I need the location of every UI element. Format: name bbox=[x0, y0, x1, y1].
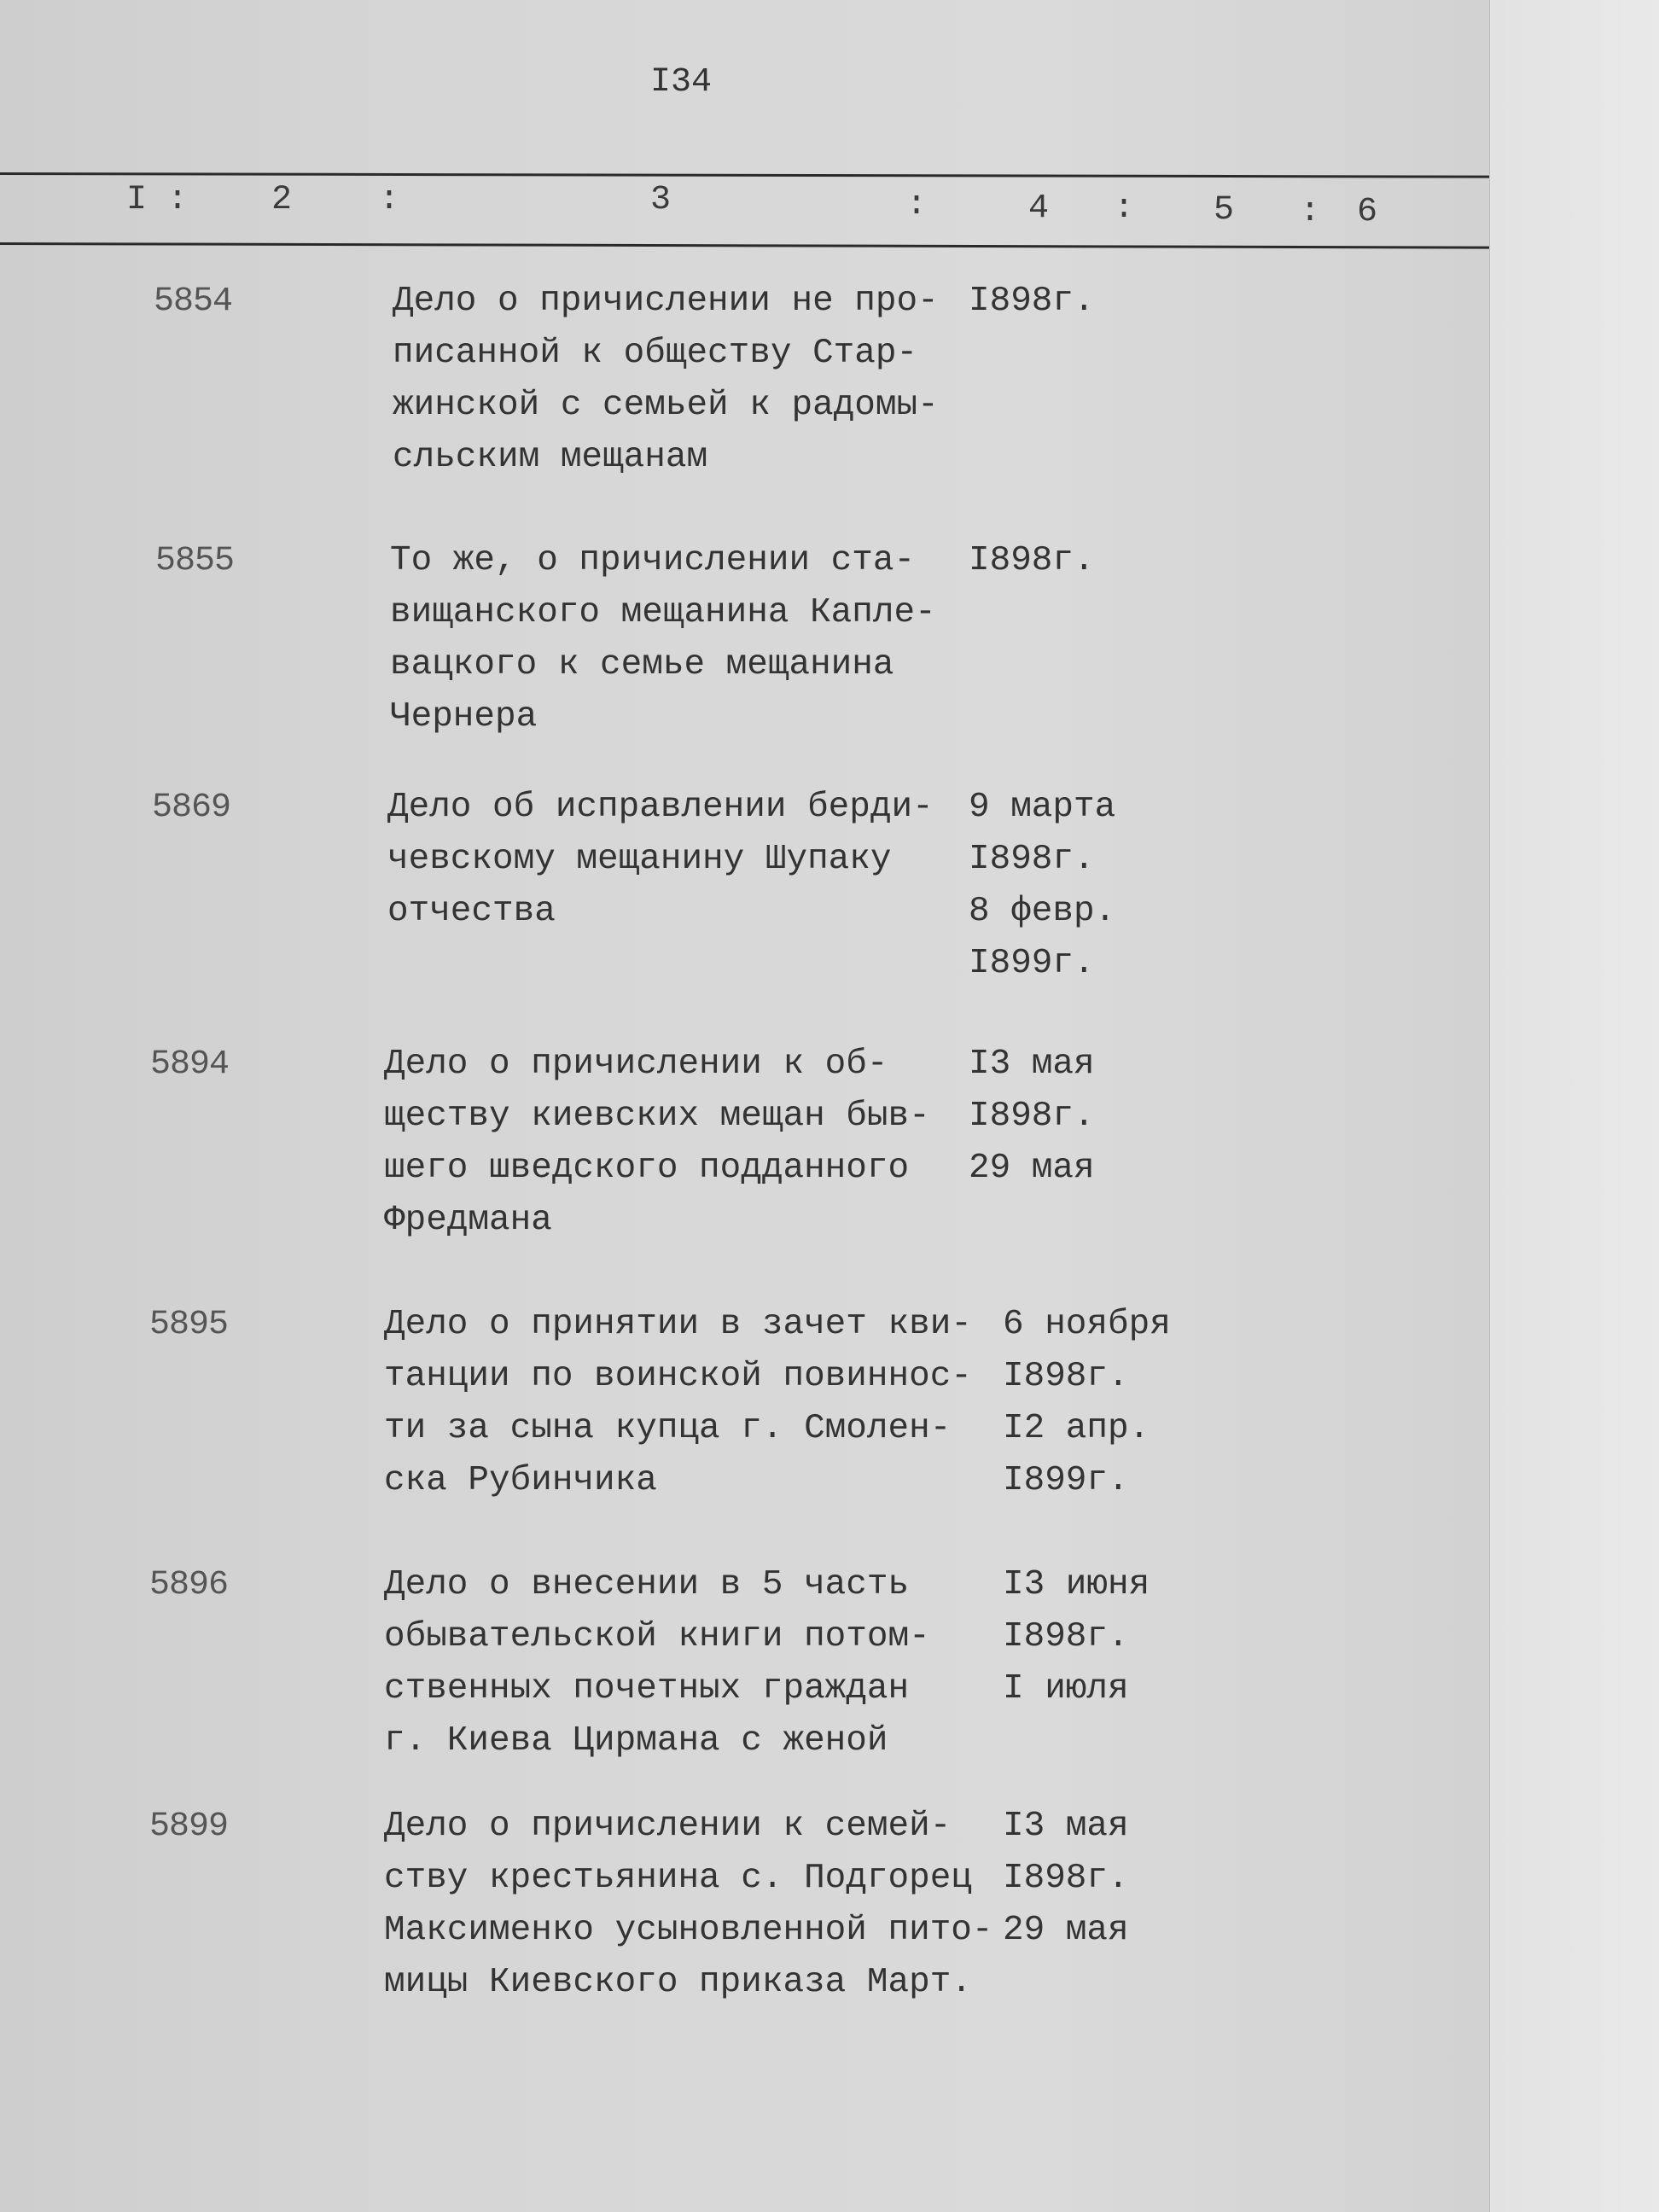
case-number: 5869 bbox=[152, 789, 231, 827]
case-description: То же, о причислении ста- вищанского мещанина Капле- вацкого к семье мещанина Чернера bbox=[390, 541, 936, 736]
table-row bbox=[0, 1299, 1489, 1555]
column-separator: : bbox=[1114, 189, 1135, 228]
page-edge-background bbox=[1489, 0, 1659, 2212]
case-number: 5899 bbox=[149, 1807, 229, 1846]
column-header-1: I bbox=[126, 181, 148, 219]
case-description: Дело о внесении в 5 часть обывательской книги потом- ственных почетных граждан г. Киева Цирмана с женой bbox=[384, 1565, 930, 1761]
table-row bbox=[0, 1559, 1489, 1815]
table-row bbox=[0, 1039, 1489, 1295]
page-number: I34 bbox=[650, 63, 713, 102]
table-row bbox=[0, 535, 1489, 791]
case-description: Дело об исправлении берди- чевскому мещанину Шупаку отчества bbox=[387, 788, 934, 931]
table-row bbox=[0, 782, 1489, 1038]
case-description: Дело о причислении к об- ществу киевских мещан быв- шего шведского подданного Фредмана bbox=[384, 1045, 930, 1240]
case-dates: I3 мая I898г. 29 мая bbox=[969, 1045, 1095, 1188]
table-top-rule bbox=[0, 172, 1489, 178]
column-separator: : bbox=[906, 186, 928, 224]
column-header-4: 4 bbox=[1028, 189, 1050, 228]
case-dates: I898г. bbox=[969, 282, 1095, 321]
column-header-6: 6 bbox=[1357, 193, 1378, 231]
case-number: 5854 bbox=[154, 282, 233, 321]
case-dates: I898г. bbox=[969, 541, 1095, 580]
table-row bbox=[0, 1801, 1489, 2057]
table-row bbox=[0, 276, 1489, 532]
case-description: Дело о причислении к семей- ству крестьянина с. Подгорец Максименко усыновленной пито- мицы Киевского приказа Март. bbox=[384, 1807, 993, 2002]
case-dates: 9 марта I898г. 8 февр. I899г. bbox=[969, 788, 1116, 983]
column-separator: : bbox=[379, 181, 400, 219]
case-number: 5894 bbox=[150, 1045, 230, 1084]
case-dates: I3 мая I898г. 29 мая bbox=[1003, 1807, 1129, 1950]
column-header-5: 5 bbox=[1214, 191, 1235, 230]
column-separator: : bbox=[167, 181, 189, 219]
case-description: Дело о причислении не про- писанной к обществу Стар- жинской с семьей к радомы- сльским мещанам bbox=[393, 282, 939, 477]
table-header-rule bbox=[0, 242, 1489, 249]
case-number: 5895 bbox=[149, 1306, 229, 1344]
column-separator: : bbox=[1300, 193, 1321, 231]
case-number: 5855 bbox=[155, 542, 235, 580]
case-dates: I3 июня I898г. I июля bbox=[1003, 1565, 1150, 1708]
case-number: 5896 bbox=[149, 1566, 229, 1604]
column-header-3: 3 bbox=[650, 181, 672, 219]
column-header-2: 2 bbox=[271, 181, 293, 219]
case-description: Дело о принятии в зачет кви- танции по воинской повиннос- ти за сына купца г. Смолен- ска Рубинчика bbox=[384, 1305, 972, 1500]
case-dates: 6 ноября I898г. I2 апр. I899г. bbox=[1003, 1305, 1171, 1500]
